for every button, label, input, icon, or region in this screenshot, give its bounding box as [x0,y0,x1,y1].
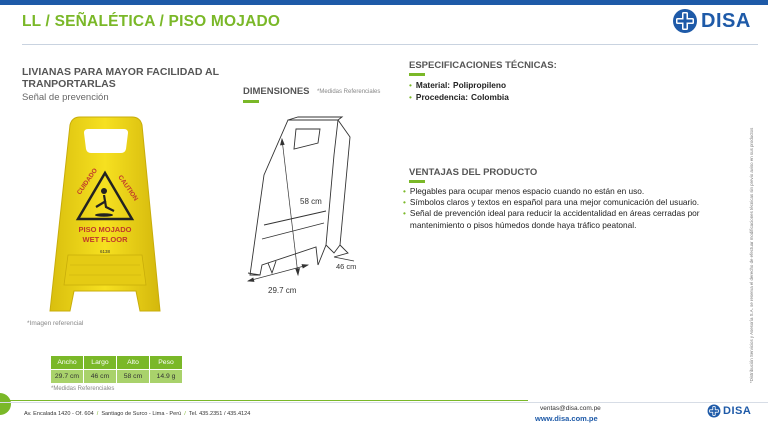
footer-address [24,411,250,417]
advantage-item [403,197,708,208]
spec-value: Colombia [471,92,509,102]
specs-list [409,79,709,103]
width-label: 29.7 cm [268,286,297,295]
bullet-icon: • [403,208,406,219]
dimensions-diagram [238,115,388,300]
spec-item-material [409,79,709,91]
sign-outline-drawing-icon [238,115,388,300]
footer-divider [0,402,768,403]
dimensions-table [51,356,183,384]
sign-piso-mojado-text: PISO MOJADO [78,225,132,234]
title-divider [22,44,758,45]
sign-cuidado-text: CUIDADO [75,167,100,197]
page-title: LL / SEÑALÉTICA / PISO MOJADO [22,13,281,30]
dimensions-heading-rule [243,100,259,103]
footer-address-district: Santiago de Surco - Lima - Perú [101,411,182,417]
disa-logo-mark-icon [672,8,698,34]
advantage-item [403,208,708,230]
table-header-cell: Largo [84,356,117,370]
table-header-cell: Peso [150,356,183,370]
spec-item-procedencia [409,91,709,103]
table-cell: 14.9 g [150,370,183,384]
advantage-text: Señal de prevención ideal para reducir la accidentalidad en áreas cerradas por mantenimiento o pisos húmedos donde haya tráfico peatonal. [409,208,700,230]
wet-floor-sign-icon [40,115,170,313]
footer-email-link[interactable]: ventas@disa.com.pe [540,405,601,412]
table-row [51,370,183,384]
separator-icon: / [96,411,99,417]
dimensions-heading: DIMENSIONES [243,86,310,97]
table-cell: 58 cm [117,370,150,384]
specs-heading: ESPECIFICACIONES TÉCNICAS: [409,60,557,71]
advantage-text: Plegables para ocupar menos espacio cuando no están en uso. [409,186,645,196]
table-cell: 46 cm [84,370,117,384]
footer-logo-text: DISA [723,405,752,417]
disa-logo-mark-icon [707,404,721,418]
depth-label: 46 cm [336,262,357,271]
spec-value: Polipropileno [453,80,507,90]
advantages-heading-rule [409,180,425,183]
advantage-text: Símbolos claros y textos en español para una mejor comunicación del usuario. [409,197,700,208]
bullet-icon: • [409,80,412,90]
advantages-list [403,186,708,231]
specs-heading-rule [409,73,425,76]
footer-website-link[interactable]: www.disa.com.pe [535,414,598,423]
advantages-heading: VENTAJAS DEL PRODUCTO [409,167,538,178]
table-header-row [51,356,183,370]
advantage-item [403,186,708,197]
spec-label: Procedencia: [415,92,469,102]
footer-phone: Tel. 435.2351 / 435.4124 [188,411,251,417]
footer-green-rule [8,400,528,401]
table-note: *Medidas Referenciales [51,386,115,392]
logo-text: DISA [701,9,751,32]
footer-disa-logo [707,404,751,418]
sign-caution-text: CAUTION [116,174,140,203]
bullet-icon: • [409,92,412,102]
bullet-icon: • [403,186,406,196]
product-subheading: Señal de prevención [22,92,109,103]
spec-label: Material: [415,80,451,90]
footer-accent-circle [0,393,11,415]
sign-wet-floor-text: WET FLOOR [82,235,128,244]
disa-logo [672,8,751,34]
table-header-cell: Ancho [51,356,84,370]
dimensions-note: *Medidas Referenciales [317,89,381,95]
product-heading: LIVIANAS PARA MAYOR FACILIDAD AL TRANPORTARLAS [22,66,219,90]
top-accent-bar [0,0,768,5]
bullet-icon: • [403,197,406,208]
sign-code-text: 6138 [99,249,111,254]
height-label: 58 cm [300,197,322,206]
separator-icon: / [184,411,186,417]
disclaimer-vertical: *Distribución Servicios y Asesoría S.A. se reserva el derecho de efectuar modificaciones técnicas sin previo aviso en sus productos [749,127,754,383]
product-image [40,115,170,313]
table-cell: 29.7 cm [51,370,84,384]
table-header-cell: Alto [117,356,150,370]
image-caption: *Imagen referencial [27,320,84,327]
footer-address-street: Av. Encalada 1420 - Of. 604 [24,411,94,417]
